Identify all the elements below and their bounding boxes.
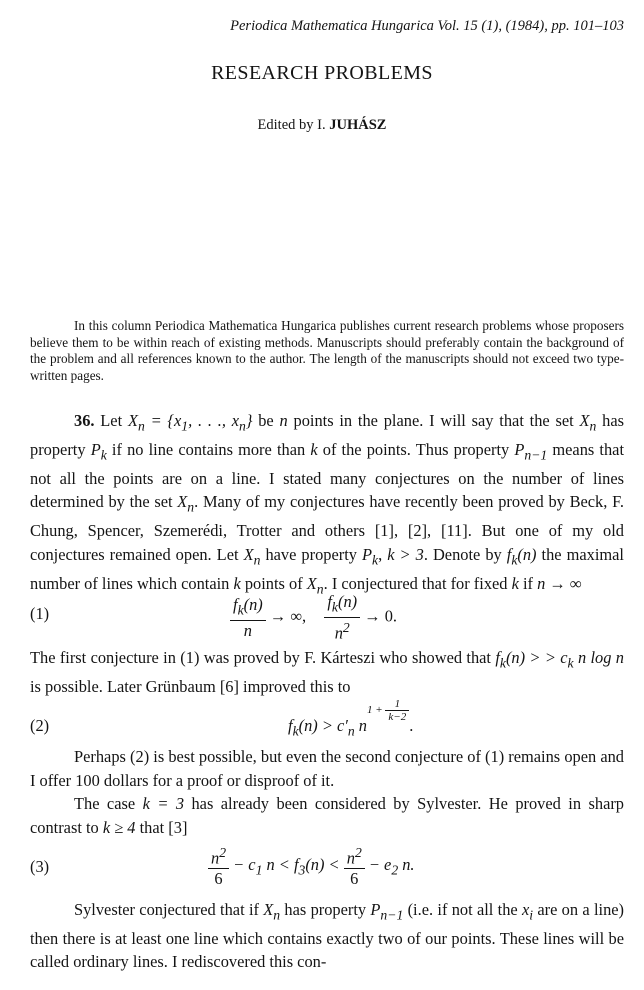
editor-line (0, 117, 644, 134)
math: k ≥ 4 (102, 817, 136, 837)
text: (i.e. if not all the (403, 900, 522, 919)
math: k > 3 (387, 544, 424, 564)
text: The case (74, 794, 143, 814)
text: is possible. Later Grünbaum [6] improved this to (30, 676, 351, 696)
editor-name: JUHÁSZ (329, 117, 387, 133)
equation-label: (1) (30, 604, 50, 623)
math: n (279, 411, 288, 430)
text: that [3] (135, 817, 188, 837)
math: $x_i$ (521, 900, 534, 923)
math: n → ∞ (537, 573, 582, 593)
math: $X_n$ (177, 492, 195, 515)
problem-paragraph-5 (30, 898, 624, 974)
text: Sylvester conjectured that if (74, 900, 264, 919)
problem-paragraph-2 (30, 646, 624, 698)
intro-text: In this column Periodica Mathematica Hungarica publishes current research problems whose proposers believe them to be within reach of existing methods. Manuscripts should preferably contain the background of the problem and all references known to the author. The length of the manuscripts should not exceed two type-written pages. (30, 318, 624, 383)
math: k (233, 573, 241, 593)
text: Perhaps (2) is best possible, but even the second conjecture of (1) remains open and I offer 100 dollars for a proof or disproof of it. (30, 747, 624, 790)
column-intro (30, 318, 624, 384)
math: $P_k$ (90, 439, 107, 463)
math: $X_n$ (579, 411, 597, 434)
problem-number: 36. (74, 411, 95, 430)
text: . Many of my conjectures have recently been proved by Beck, F. Chung, Spencer, Szemerédi, Trotter and others [1], [2], [11]. But one of my old conjectures remained open. Let (30, 492, 624, 564)
math-set: $X_n = \{x_1$, . . ., $x_n$} (127, 411, 253, 434)
text: , (378, 544, 388, 564)
text: points of (240, 573, 307, 593)
running-head: Periodica Mathematica Hungarica Vol. 15 (1), (1984), pp. 101–103 (230, 18, 624, 34)
math: $X_n$ (306, 573, 324, 596)
fraction: $\frac{n^2}{6}$ (208, 843, 229, 889)
math: k = 3 (142, 794, 185, 814)
text: Let (94, 411, 128, 430)
text: the maximal number of lines which contain (30, 544, 624, 593)
math: $P_k$ (362, 544, 379, 568)
text: of the points. Thus property (317, 439, 515, 459)
text: has property (30, 411, 624, 459)
text: has already been considered by Sylvester. He proved in sharp contrast to (30, 794, 624, 837)
math: $X_n$ (263, 900, 281, 923)
text: points in the plane. I will say that the set (287, 411, 580, 430)
equation-label: (3) (30, 857, 50, 876)
math: $X_n$ (243, 544, 261, 568)
math: k (511, 573, 519, 593)
text: has property (280, 900, 371, 919)
text: if no line contains more than (106, 439, 311, 459)
fraction: $\frac{n^2}{6}$ (344, 843, 365, 889)
math: $f_k(n)$ (506, 544, 537, 568)
text: have property (260, 544, 362, 564)
problem-paragraph-3 (30, 745, 624, 839)
relation: → ∞, (269, 606, 307, 626)
text: . Denote by (423, 544, 507, 564)
text: The first conjecture in (1) was proved by F. Kárteszi who showed that (30, 648, 496, 667)
text: . I conjectured that for fixed (323, 573, 512, 593)
fraction: $\frac{f_k(n)}{n}$ (230, 595, 266, 641)
math: k (310, 439, 318, 459)
text: if (518, 573, 538, 593)
fraction: $\frac{f_k(n)}{n^2}$ (324, 592, 360, 644)
text: be (252, 411, 280, 430)
equation-2: (2) $f_k(n) > c'_n$ n1 + $\frac{1}{k-2}$ . (30, 698, 414, 739)
math: $P_{n-1}$ (370, 900, 404, 923)
equation-3: (3) $\frac{n^2}{6}$ − $c_1$ $n < f_3(n)$ < $\frac{n^2}{6}$ − $e_2$ n. (30, 845, 415, 889)
editor-prefix: Edited by I. (257, 117, 330, 133)
text: means that not all the points are on a line. I stated many conjectures on the number of lines determined by the set (30, 439, 624, 512)
text: are on a line) then there is at least one line which contains exactly two of our points. These lines will be called ordinary lines. I rediscovered this con- (30, 900, 624, 972)
math: $P_{n-1}$ (514, 439, 548, 463)
problem-paragraph-1 (30, 409, 624, 601)
relation: → 0. (364, 606, 397, 626)
equation-1 (30, 592, 624, 643)
equation-label: (2) (30, 716, 50, 735)
page-title: RESEARCH PROBLEMS (211, 62, 433, 84)
math: $f_k(n)$ > > $c_k$ n log n (495, 648, 624, 671)
